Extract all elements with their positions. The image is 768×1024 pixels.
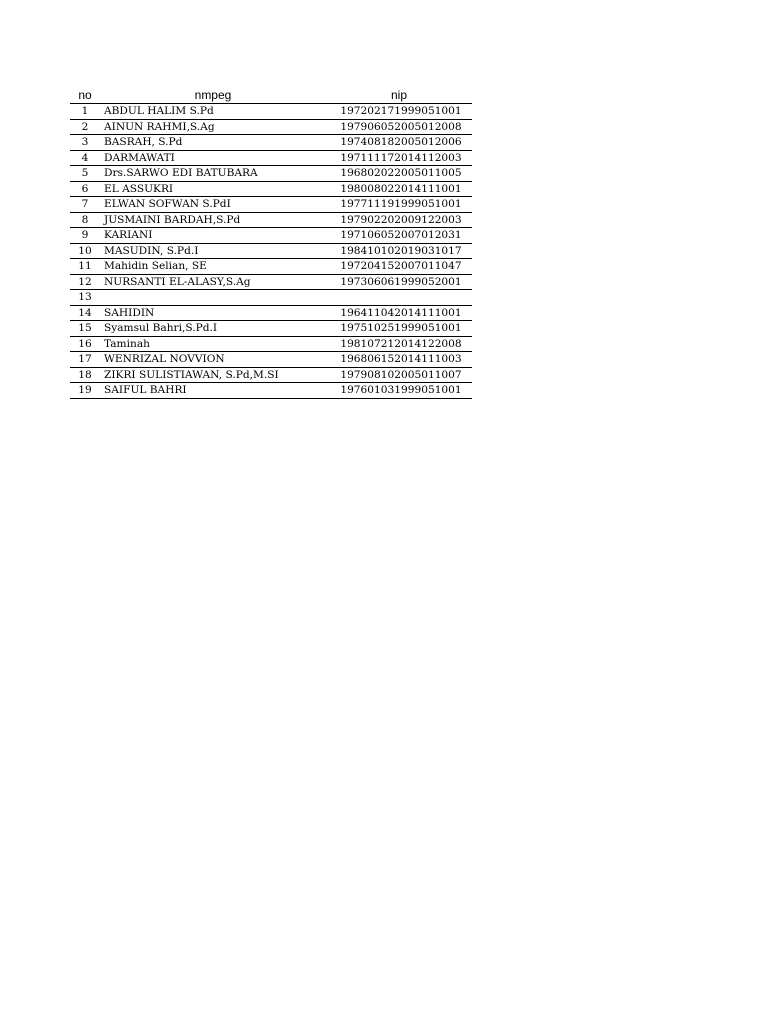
row-number-cell: 19	[70, 383, 100, 399]
employee-table	[70, 87, 472, 399]
employee-name-cell: Taminah	[100, 336, 326, 352]
table-row	[70, 305, 472, 321]
employee-nip-cell	[326, 290, 472, 306]
table-row	[70, 166, 472, 182]
employee-name-cell: Drs.SARWO EDI BATUBARA	[100, 166, 326, 182]
table-body	[70, 104, 472, 399]
table-row	[70, 336, 472, 352]
employee-nip-cell: 196806152014111003	[326, 352, 472, 368]
table-row	[70, 135, 472, 151]
employee-nip-cell: 197306061999052001	[326, 274, 472, 290]
row-number-cell: 16	[70, 336, 100, 352]
table-header	[70, 87, 472, 104]
employee-name-cell: AINUN RAHMI,S.Ag	[100, 119, 326, 135]
row-number-cell: 4	[70, 150, 100, 166]
employee-name-cell: WENRIZAL NOVVION	[100, 352, 326, 368]
row-number-cell: 12	[70, 274, 100, 290]
row-number-cell: 3	[70, 135, 100, 151]
table-row	[70, 274, 472, 290]
header-nip: nip	[326, 87, 472, 104]
employee-nip-cell: 197106052007012031	[326, 228, 472, 244]
table-row	[70, 181, 472, 197]
table-row	[70, 383, 472, 399]
row-number-cell: 13	[70, 290, 100, 306]
row-number-cell: 1	[70, 104, 100, 120]
table-row	[70, 150, 472, 166]
employee-nip-cell: 197908102005011007	[326, 367, 472, 383]
employee-name-cell: NURSANTI EL-ALASY,S.Ag	[100, 274, 326, 290]
employee-nip-cell: 197711191999051001	[326, 197, 472, 213]
table-row	[70, 243, 472, 259]
row-number-cell: 7	[70, 197, 100, 213]
employee-name-cell	[100, 290, 326, 306]
table-row	[70, 290, 472, 306]
row-number-cell: 9	[70, 228, 100, 244]
employee-name-cell: Mahidin Selian, SE	[100, 259, 326, 275]
employee-nip-cell: 197601031999051001	[326, 383, 472, 399]
employee-nip-cell: 196411042014111001	[326, 305, 472, 321]
header-name: nmpeg	[100, 87, 326, 104]
employee-name-cell: ZIKRI SULISTIAWAN, S.Pd,M.SI	[100, 367, 326, 383]
employee-nip-cell: 197510251999051001	[326, 321, 472, 337]
employee-table-sheet	[70, 87, 472, 399]
employee-name-cell: KARIANI	[100, 228, 326, 244]
row-number-cell: 5	[70, 166, 100, 182]
row-number-cell: 17	[70, 352, 100, 368]
table-row	[70, 104, 472, 120]
employee-nip-cell: 198008022014111001	[326, 181, 472, 197]
row-number-cell: 15	[70, 321, 100, 337]
row-number-cell: 10	[70, 243, 100, 259]
employee-nip-cell: 197906052005012008	[326, 119, 472, 135]
table-row	[70, 352, 472, 368]
header-no: no	[70, 87, 100, 104]
row-number-cell: 6	[70, 181, 100, 197]
table-row	[70, 212, 472, 228]
employee-name-cell: DARMAWATI	[100, 150, 326, 166]
employee-nip-cell: 197902202009122003	[326, 212, 472, 228]
employee-name-cell: ABDUL HALIM S.Pd	[100, 104, 326, 120]
employee-name-cell: ELWAN SOFWAN S.PdI	[100, 197, 326, 213]
employee-nip-cell: 197204152007011047	[326, 259, 472, 275]
employee-name-cell: JUSMAINI BARDAH,S.Pd	[100, 212, 326, 228]
row-number-cell: 2	[70, 119, 100, 135]
employee-nip-cell: 198410102019031017	[326, 243, 472, 259]
row-number-cell: 8	[70, 212, 100, 228]
employee-name-cell: MASUDIN, S.Pd.I	[100, 243, 326, 259]
table-row	[70, 259, 472, 275]
employee-name-cell: Syamsul Bahri,S.Pd.I	[100, 321, 326, 337]
employee-nip-cell: 197408182005012006	[326, 135, 472, 151]
employee-name-cell: BASRAH, S.Pd	[100, 135, 326, 151]
header-row	[70, 87, 472, 104]
row-number-cell: 14	[70, 305, 100, 321]
table-row	[70, 197, 472, 213]
employee-nip-cell: 196802022005011005	[326, 166, 472, 182]
table-row	[70, 119, 472, 135]
employee-name-cell: SAHIDIN	[100, 305, 326, 321]
employee-nip-cell: 197111172014112003	[326, 150, 472, 166]
table-row	[70, 367, 472, 383]
employee-nip-cell: 198107212014122008	[326, 336, 472, 352]
employee-name-cell: SAIFUL BAHRI	[100, 383, 326, 399]
row-number-cell: 11	[70, 259, 100, 275]
employee-nip-cell: 197202171999051001	[326, 104, 472, 120]
table-row	[70, 321, 472, 337]
row-number-cell: 18	[70, 367, 100, 383]
employee-name-cell: EL ASSUKRI	[100, 181, 326, 197]
table-row	[70, 228, 472, 244]
